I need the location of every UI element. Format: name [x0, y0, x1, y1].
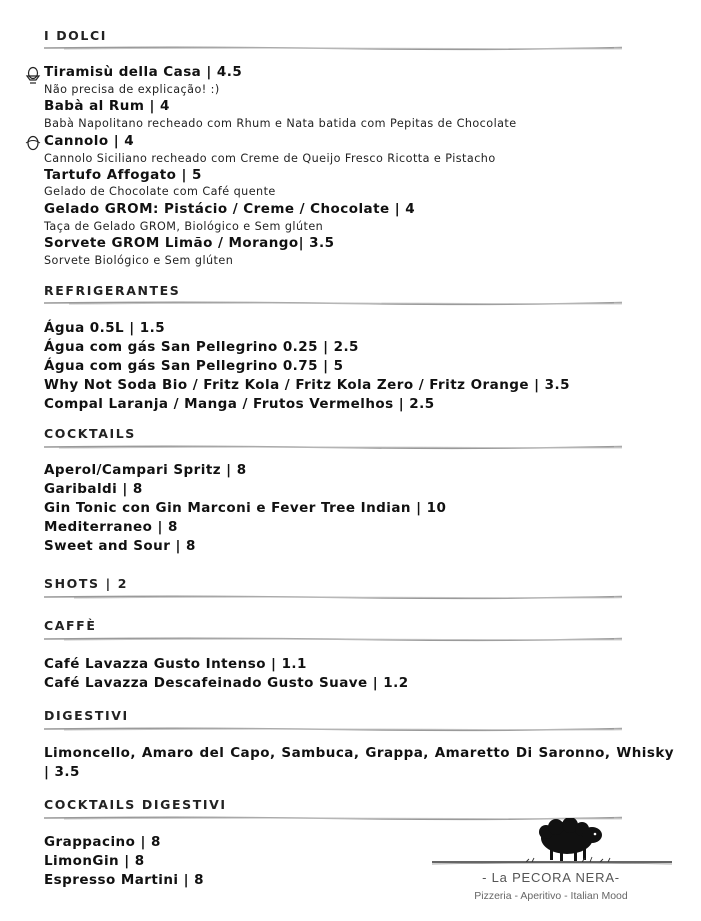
- section-title-shots: SHOTS | 2: [44, 576, 128, 591]
- menu-item: Aperol/Campari Spritz | 8: [44, 462, 247, 478]
- section-divider: [44, 300, 622, 306]
- menu-item: Café Lavazza Gusto Intenso | 1.1: [44, 656, 307, 672]
- menu-item: Espresso Martini | 8: [44, 872, 205, 888]
- section-title-cocktails: COCKTAILS: [44, 426, 136, 441]
- menu-item: Sweet and Sour | 8: [44, 538, 196, 554]
- logo-name: - La PECORA NERA-: [482, 870, 620, 885]
- menu-item: Gin Tonic con Gin Marconi e Fever Tree Indian | 10: [44, 500, 447, 516]
- menu-item: Água 0.5L | 1.5: [44, 320, 166, 336]
- menu-item: Compal Laranja / Manga / Frutos Vermelhos | 2.5: [44, 396, 435, 412]
- section-divider: [44, 45, 622, 51]
- sheep-icon: [539, 818, 602, 861]
- menu-item: Garibaldi | 8: [44, 481, 143, 497]
- egg-cup-icon: [24, 66, 42, 84]
- menu-item: Água com gás San Pellegrino 0.25 | 2.5: [44, 339, 359, 355]
- section-divider: [44, 636, 622, 642]
- logo-tagline: Pizzeria - Aperitivo - Italian Mood: [474, 890, 628, 902]
- section-title-digestivi: DIGESTIVI: [44, 708, 129, 723]
- menu-item-desc: Cannolo Siciliano recheado com Creme de Queijo Fresco Ricotta e Pistacho: [44, 152, 496, 165]
- menu-item: Why Not Soda Bio / Fritz Kola / Fritz Kola Zero / Fritz Orange | 3.5: [44, 377, 570, 393]
- menu-item-desc: Taça de Gelado GROM, Biológico e Sem glúten: [44, 220, 324, 233]
- section-title-caffe: CAFFÈ: [44, 618, 97, 633]
- no-egg-icon: [24, 134, 42, 152]
- menu-item: Água com gás San Pellegrino 0.75 | 5: [44, 358, 344, 374]
- section-divider: [44, 444, 622, 450]
- menu-item-desc: Gelado de Chocolate com Café quente: [44, 185, 276, 198]
- menu-item-baba: Babà al Rum | 4: [44, 98, 170, 114]
- menu-item-desc: Não precisa de explicação! :): [44, 83, 220, 96]
- menu-item: Grappacino | 8: [44, 834, 161, 850]
- digestivi-list: Limoncello, Amaro del Capo, Sambuca, Grappa, Amaretto Di Saronno, Whisky | 3.5: [44, 745, 674, 780]
- menu-item-desc: Sorvete Biológico e Sem glúten: [44, 254, 234, 267]
- menu-item-sorvete: Sorvete GROM Limão / Morango| 3.5: [44, 235, 335, 251]
- section-title-dolci: I DOLCI: [44, 28, 107, 43]
- menu-item: Mediterraneo | 8: [44, 519, 178, 535]
- menu-item: LimonGin | 8: [44, 853, 145, 869]
- section-title-cocktails-digestivi: COCKTAILS DIGESTIVI: [44, 797, 227, 812]
- menu-item-tartufo: Tartufo Affogato | 5: [44, 167, 202, 183]
- menu-item-cannolo: Cannolo | 4: [44, 133, 135, 149]
- section-divider: [44, 726, 622, 732]
- menu-item: Café Lavazza Descafeinado Gusto Suave | 1.2: [44, 675, 409, 691]
- menu-item-desc: Babà Napolitano recheado com Rhum e Nata batida com Pepitas de Chocolate: [44, 117, 517, 130]
- menu-item-tiramisu: Tiramisù della Casa | 4.5: [44, 64, 243, 80]
- section-divider: [44, 594, 622, 600]
- section-title-refrigerantes: REFRIGERANTES: [44, 283, 181, 298]
- menu-item-gelado: Gelado GROM: Pistácio / Creme / Chocolate | 4: [44, 201, 416, 217]
